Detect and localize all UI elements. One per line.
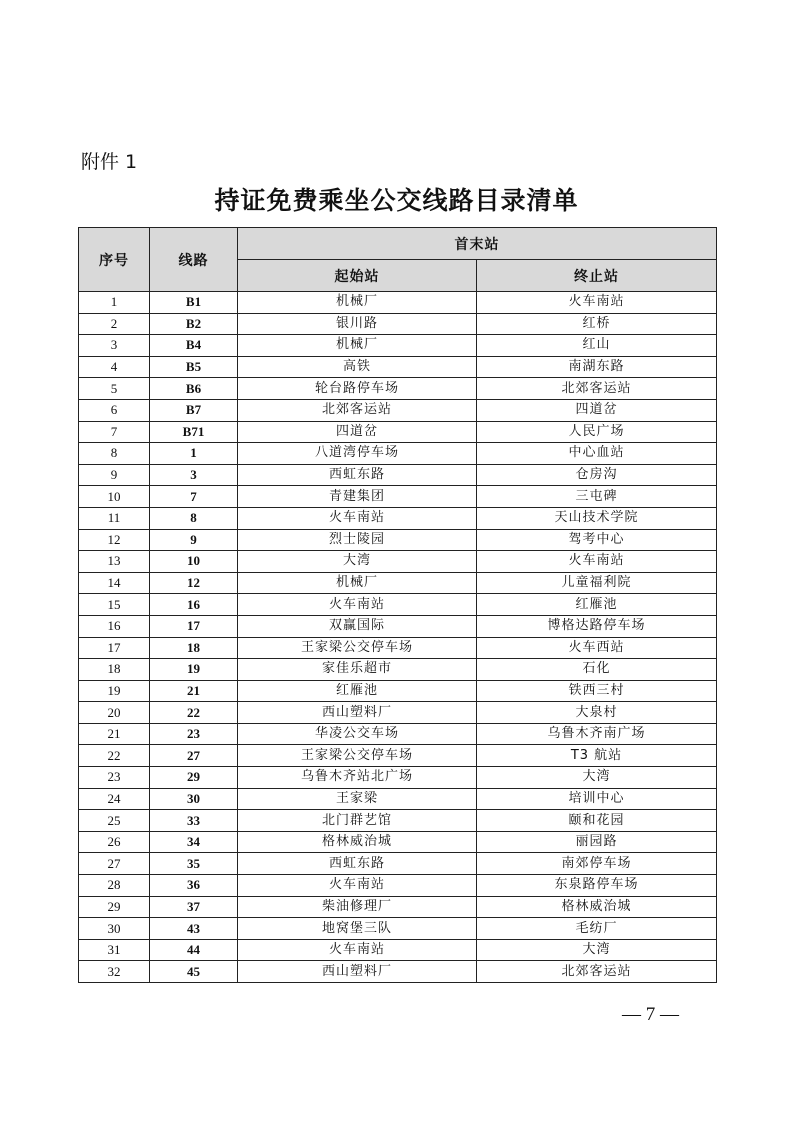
route-code: 12 [150,572,238,594]
row-number: 17 [79,637,150,659]
table-row [79,486,717,508]
route-code: 17 [150,615,238,637]
start-station: 西山塑料厂 [238,702,477,724]
end-station: 仓房沟 [477,464,717,486]
end-station: 北郊客运站 [477,378,717,400]
table-row [79,615,717,637]
route-code: 45 [150,961,238,983]
row-number: 16 [79,615,150,637]
start-station: 机械厂 [238,292,477,314]
route-code: B7 [150,399,238,421]
row-number: 2 [79,313,150,335]
table-row [79,896,717,918]
end-station: 大泉村 [477,702,717,724]
row-number: 25 [79,810,150,832]
start-station: 火车南站 [238,507,477,529]
start-station: 格林威治城 [238,831,477,853]
route-code: 33 [150,810,238,832]
end-station: 颐和花园 [477,810,717,832]
start-station: 家佳乐超市 [238,659,477,681]
end-station: T3 航站 [477,745,717,767]
row-number: 20 [79,702,150,724]
attachment-label: 附件 1 [81,151,138,173]
table-row [79,443,717,465]
route-code: B5 [150,356,238,378]
table-row [79,875,717,897]
row-number: 8 [79,443,150,465]
end-station: 红桥 [477,313,717,335]
table-row [79,853,717,875]
row-number: 27 [79,853,150,875]
row-number: 9 [79,464,150,486]
route-code: 29 [150,767,238,789]
row-number: 3 [79,335,150,357]
row-number: 22 [79,745,150,767]
end-station: 中心血站 [477,443,717,465]
table-row [79,399,717,421]
row-number: 31 [79,939,150,961]
start-station: 柴油修理厂 [238,896,477,918]
start-station: 王家梁 [238,788,477,810]
table-row [79,810,717,832]
end-station: 火车南站 [477,292,717,314]
table-row [79,659,717,681]
route-code: 27 [150,745,238,767]
start-station: 西虹东路 [238,464,477,486]
start-station: 红雁池 [238,680,477,702]
route-code: 44 [150,939,238,961]
end-station: 南郊停车场 [477,853,717,875]
table-row [79,529,717,551]
row-number: 28 [79,875,150,897]
start-station: 双赢国际 [238,615,477,637]
route-code: 3 [150,464,238,486]
route-code: 43 [150,918,238,940]
route-code: 21 [150,680,238,702]
end-station: 火车南站 [477,551,717,573]
table-row [79,680,717,702]
end-station: 三屯碑 [477,486,717,508]
start-station: 机械厂 [238,335,477,357]
row-number: 18 [79,659,150,681]
row-number: 19 [79,680,150,702]
row-number: 29 [79,896,150,918]
document-title: 持证免费乘坐公交线路目录清单 [214,186,579,215]
table-header-row [79,228,717,260]
start-station: 机械厂 [238,572,477,594]
end-station: 人民广场 [477,421,717,443]
route-code: B6 [150,378,238,400]
end-station: 大湾 [477,939,717,961]
start-station: 高铁 [238,356,477,378]
route-code: 34 [150,831,238,853]
end-station: 格林威治城 [477,896,717,918]
table-row [79,723,717,745]
route-code: 10 [150,551,238,573]
route-code: 35 [150,853,238,875]
table-row [79,292,717,314]
header-start: 起始站 [238,260,477,292]
route-code: B71 [150,421,238,443]
table-row [79,572,717,594]
header-route: 线路 [150,228,238,292]
header-end: 终止站 [477,260,717,292]
end-station: 大湾 [477,767,717,789]
table-row [79,788,717,810]
table-row [79,918,717,940]
route-code: B4 [150,335,238,357]
row-number: 1 [79,292,150,314]
start-station: 轮台路停车场 [238,378,477,400]
start-station: 大湾 [238,551,477,573]
header-terminals: 首末站 [238,228,717,260]
start-station: 王家梁公交停车场 [238,637,477,659]
start-station: 火车南站 [238,875,477,897]
end-station: 南湖东路 [477,356,717,378]
row-number: 14 [79,572,150,594]
start-station: 地窝堡三队 [238,918,477,940]
table-row [79,702,717,724]
end-station: 驾考中心 [477,529,717,551]
end-station: 毛纺厂 [477,918,717,940]
start-station: 乌鲁木齐站北广场 [238,767,477,789]
end-station: 火车西站 [477,637,717,659]
table-row [79,637,717,659]
route-code: B1 [150,292,238,314]
start-station: 华凌公交车场 [238,723,477,745]
row-number: 26 [79,831,150,853]
row-number: 30 [79,918,150,940]
header-no: 序号 [79,228,150,292]
start-station: 火车南站 [238,594,477,616]
table-row [79,961,717,983]
table-row [79,507,717,529]
table-row [79,464,717,486]
table-row [79,767,717,789]
start-station: 西虹东路 [238,853,477,875]
table-row [79,831,717,853]
table-row [79,745,717,767]
table-row [79,551,717,573]
end-station: 东泉路停车场 [477,875,717,897]
route-code: 8 [150,507,238,529]
page-number: — 7 — [622,1004,679,1025]
start-station: 北门群艺馆 [238,810,477,832]
end-station: 儿童福利院 [477,572,717,594]
row-number: 10 [79,486,150,508]
table-row [79,594,717,616]
start-station: 银川路 [238,313,477,335]
row-number: 7 [79,421,150,443]
table-row [79,939,717,961]
end-station: 四道岔 [477,399,717,421]
start-station: 八道湾停车场 [238,443,477,465]
row-number: 21 [79,723,150,745]
end-station: 红雁池 [477,594,717,616]
route-code: 9 [150,529,238,551]
route-code: 36 [150,875,238,897]
start-station: 北郊客运站 [238,399,477,421]
start-station: 王家梁公交停车场 [238,745,477,767]
row-number: 32 [79,961,150,983]
route-code: 16 [150,594,238,616]
end-station: 博格达路停车场 [477,615,717,637]
end-station: 丽园路 [477,831,717,853]
start-station: 四道岔 [238,421,477,443]
table-row [79,335,717,357]
table-row [79,378,717,400]
table-row [79,356,717,378]
table-row [79,313,717,335]
end-station: 红山 [477,335,717,357]
route-table [78,227,717,983]
row-number: 11 [79,507,150,529]
end-station: 石化 [477,659,717,681]
end-station: 铁西三村 [477,680,717,702]
end-station: 乌鲁木齐南广场 [477,723,717,745]
route-code: 22 [150,702,238,724]
route-code: 7 [150,486,238,508]
row-number: 6 [79,399,150,421]
row-number: 12 [79,529,150,551]
start-station: 西山塑料厂 [238,961,477,983]
start-station: 火车南站 [238,939,477,961]
table-row [79,421,717,443]
row-number: 4 [79,356,150,378]
route-code: 19 [150,659,238,681]
route-code: 1 [150,443,238,465]
row-number: 23 [79,767,150,789]
start-station: 烈士陵园 [238,529,477,551]
row-number: 15 [79,594,150,616]
route-code: B2 [150,313,238,335]
row-number: 24 [79,788,150,810]
route-code: 30 [150,788,238,810]
end-station: 天山技术学院 [477,507,717,529]
end-station: 北郊客运站 [477,961,717,983]
row-number: 13 [79,551,150,573]
route-code: 18 [150,637,238,659]
end-station: 培训中心 [477,788,717,810]
row-number: 5 [79,378,150,400]
route-code: 23 [150,723,238,745]
route-code: 37 [150,896,238,918]
table-body [79,292,717,983]
start-station: 青建集团 [238,486,477,508]
